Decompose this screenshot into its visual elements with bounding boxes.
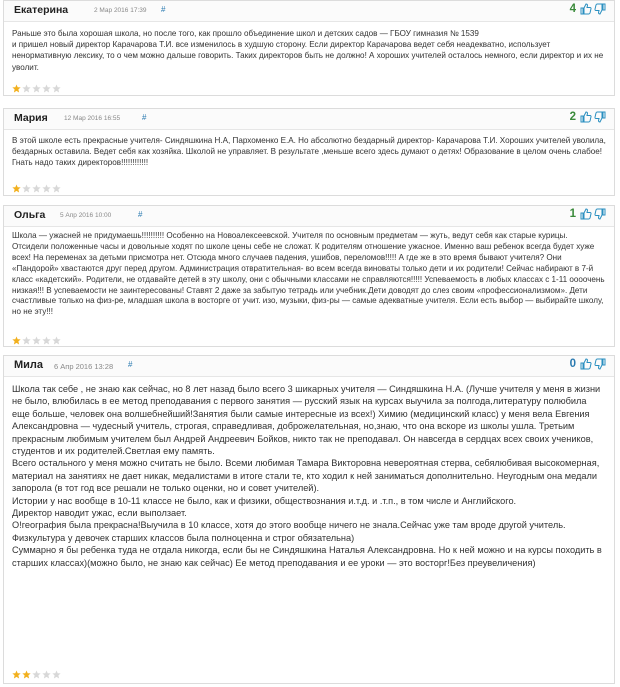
review-author: Мария [14, 112, 48, 124]
star-icon [42, 336, 51, 345]
vote-count: 2 [569, 111, 576, 123]
vote-controls [570, 111, 606, 123]
thumbs-up-icon[interactable] [580, 3, 592, 15]
star-rating [12, 184, 61, 193]
vote-count: 4 [569, 3, 576, 15]
star-icon [12, 184, 21, 193]
review-card [3, 108, 615, 196]
review-date: 12 Мар 2016 16:55 [64, 115, 121, 122]
review-text [12, 135, 606, 169]
review-header [4, 1, 614, 22]
review-text [12, 383, 606, 569]
star-icon [32, 336, 41, 345]
review-date: 2 Мар 2016 17:39 [94, 7, 147, 14]
star-rating [12, 670, 61, 679]
review-author: Ольга [14, 209, 46, 221]
review-card [3, 205, 615, 347]
review-paragraph: Раньше это была хорошая школа, но после того, как прошло объединение школ и детских садов — ГБОУ гимназия № 1539 [12, 29, 479, 38]
star-icon [22, 184, 31, 193]
review-paragraph: и пришел новый директор Карачарова Т.И. все изменилось в худшую сторону. Если директор Карачарова ведет себя неадекватно, использует ненормативную лексику, то о чем можно дальше говорить. Таких директоров быть не должно! А хороших учителей осталось немного, если директор и их не уволит. [12, 40, 604, 72]
review-text [12, 231, 606, 318]
star-icon [12, 336, 21, 345]
star-icon [42, 670, 51, 679]
review-paragraph: Школа — ужасней не придумаешь!!!!!!!!!! Особенно на Новоалексеевской. Учителя по основным предметам — жуть, ведут себя как старые курицы. Отсидели положенные часы и довольные ходят по школе цены себе не сложат. К родителям отношение ужасное. Именно ваш ребенок всегда будет хуже всех! На переменах за детьми присмотра нет. Отсюда много случаев падения, ушибов, переломов!!!!! А где же в это время бывают учителя? Они «Пандорой» хвастаются друг перед другом. Администрация отвратительная- во всем всегда виноваты только дети и их родители! Сейчас набирают в 7-й класс «кадетский». Родители, не отдавайте детей в эту школу, они с обычными классами не справляются!!!!! Успеваемость в любых классах с 1-11 оооочень низкая!!! В успеваемости не заинтересованы! Ставят 2 даже за забытую тетрадь или учебник.Дети доводят до слез своим «профессионализмом». Дети счастливые только на физ-ре, младшая школа в восторге от учит. изо, музыки, физ-ры — самые адекватные учителя. Если есть выбор — выбирайте школу, но не эту!!! [12, 231, 605, 317]
star-icon [32, 84, 41, 93]
review-paragraph: Суммарно я бы ребенка туда не отдала никогда, если бы не Синдяшкина Наталья Александровна. Но к ней можно и на курсы походить в старших классах)(можно было, не знаю как сейчас) Ее метод преподавания и ее уроки — это восторг!Без преувеличения) [12, 545, 602, 568]
star-icon [52, 336, 61, 345]
review-author: Мила [14, 359, 44, 371]
star-rating [12, 84, 61, 93]
review-permalink[interactable]: # [138, 210, 143, 219]
review-author: Екатерина [14, 4, 69, 16]
review-permalink[interactable]: # [128, 360, 133, 369]
review-permalink[interactable]: # [161, 5, 166, 14]
thumbs-up-icon[interactable] [580, 111, 592, 123]
review-header [4, 206, 614, 227]
star-rating [12, 336, 61, 345]
star-icon [22, 670, 31, 679]
star-icon [22, 84, 31, 93]
thumbs-up-icon[interactable] [580, 358, 592, 370]
review-paragraph: В этой школе есть прекрасные учителя- Синдяшкина Н.А, Пархоменко Е.А. Но абсолютно бездарный директор- Карачарова Т.И. Хороших учителей уволила, бездарных оставила. Ведет себя как хозяйка. Школой не управляет. В результате ,меньше всего здесь думают о детях! Образование в целом очень слабое! Гнать надо таких директоров!!!!!!!!!!!! [12, 136, 606, 168]
review-paragraph: Школа так себе , не знаю как сейчас, но 8 лет назад было всего 3 шикарных учителя — Синдяшкина Н.А. (Лучше учителя у меня в жизни не было, влюбилась в ее метод преподавания с первого занятия — русский язык на курсах выучила за полгода,литературу полюбила еще больше, человек она волшебнейший!Занятия были самые интересные из всех!) Химию (медицинский класс) у меня вела Евгения Александровна — чудесный учитель, строгая, справедливая, доброжелательная, но,знаю, что она вскоре из школы ушла. Третьим прекрасным любимым учителем был Андрей Андреевич Бойков, никто так не преподавал. Он навсегда в сердцах всех своих учеников, студентов и их родителей.Светлая ему память. [12, 384, 601, 457]
vote-controls [570, 358, 606, 370]
vote-controls [570, 3, 606, 15]
star-icon [52, 84, 61, 93]
star-icon [12, 84, 21, 93]
thumbs-up-icon[interactable] [580, 208, 592, 220]
review-header [4, 356, 614, 377]
review-card [3, 355, 615, 684]
star-icon [12, 670, 21, 679]
vote-count: 0 [569, 358, 576, 370]
star-icon [42, 184, 51, 193]
star-icon [32, 184, 41, 193]
review-date: 6 Апр 2016 13:28 [54, 362, 114, 371]
review-paragraph: Всего остального у меня можно считать не было. Всеми любимая Тамара Викторовна невероятная стерва, себялюбивая высокомерная, материал на занятиях не дает никак, медалистами в итоге стали те, кто ходил к ней заниматься дополнительно. Неугодным она медали запорола (в тот год все решали не только оценки, но и совет учителей). [12, 458, 600, 494]
thumbs-down-icon[interactable] [594, 208, 606, 220]
thumbs-down-icon[interactable] [594, 358, 606, 370]
review-paragraph: О!география была прекрасна!Выучила в 10 классе, хотя до этого вообще ничего не знала.Сейчас уже там вроде другой учитель. Физкультура у девочек старших классов была полноценна и строг обязательна) [12, 520, 566, 543]
vote-count: 1 [569, 208, 576, 220]
star-icon [22, 336, 31, 345]
review-permalink[interactable]: # [142, 113, 147, 122]
star-icon [32, 670, 41, 679]
vote-controls [570, 208, 606, 220]
star-icon [52, 184, 61, 193]
star-icon [42, 84, 51, 93]
review-paragraph: Истории у нас вообще в 10-11 классе не было, как и физики, обществознания и.т.д. и .т.п., в том числе и Английского. [12, 495, 517, 506]
thumbs-down-icon[interactable] [594, 111, 606, 123]
review-date: 5 Апр 2016 10:00 [60, 212, 112, 219]
review-header [4, 109, 614, 130]
review-card [3, 0, 615, 96]
review-text [12, 28, 606, 73]
review-paragraph: Директор наводит ужас, если выползает. [12, 508, 187, 519]
thumbs-down-icon[interactable] [594, 3, 606, 15]
star-icon [52, 670, 61, 679]
